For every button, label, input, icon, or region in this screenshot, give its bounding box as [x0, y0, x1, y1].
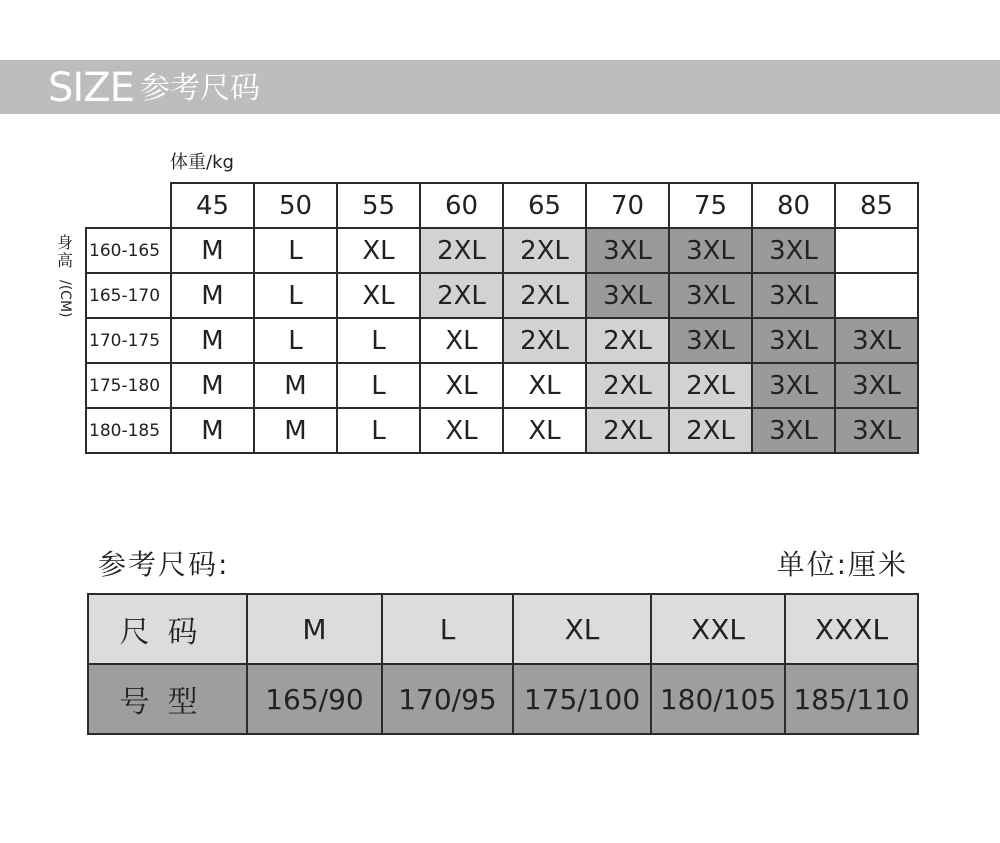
- size-value-cell: 3XL: [752, 273, 835, 318]
- size-cell: XL: [513, 594, 651, 664]
- size-value-cell: M: [171, 318, 254, 363]
- height-row: [86, 408, 918, 453]
- size-value-cell: XL: [420, 363, 503, 408]
- size-value-cell: 2XL: [669, 408, 752, 453]
- size-row-label: 尺码: [88, 594, 247, 664]
- size-value-cell: 3XL: [835, 363, 918, 408]
- size-value-cell: 2XL: [503, 273, 586, 318]
- size-value-cell: 3XL: [669, 318, 752, 363]
- size-cell: XXXL: [785, 594, 918, 664]
- size-value-cell: 2XL: [669, 363, 752, 408]
- size-value-cell: L: [337, 408, 420, 453]
- weight-header: 75: [669, 183, 752, 228]
- size-value-cell: 2XL: [586, 408, 669, 453]
- corner-cell: [86, 183, 171, 228]
- size-value-cell: M: [254, 363, 337, 408]
- size-value-cell: 2XL: [420, 228, 503, 273]
- size-value-cell: 3XL: [835, 318, 918, 363]
- type-cell: 170/95: [382, 664, 513, 734]
- height-row: [86, 318, 918, 363]
- size-cell: M: [247, 594, 382, 664]
- type-cell: 165/90: [247, 664, 382, 734]
- height-range-label: 180-185: [86, 408, 171, 453]
- height-range-label: 165-170: [86, 273, 171, 318]
- size-value-cell: L: [254, 273, 337, 318]
- weight-header: 50: [254, 183, 337, 228]
- weight-axis-label: 体重/kg: [170, 152, 234, 173]
- size-value-cell: XL: [337, 228, 420, 273]
- type-cell: 175/100: [513, 664, 651, 734]
- height-range-label: 160-165: [86, 228, 171, 273]
- size-value-cell: 3XL: [752, 363, 835, 408]
- size-value-cell: 3XL: [586, 273, 669, 318]
- size-value-cell: 3XL: [835, 408, 918, 453]
- height-row: [86, 228, 918, 273]
- weight-header: 55: [337, 183, 420, 228]
- reference-title: 参考尺码:: [98, 548, 230, 581]
- type-row-label: 号型: [88, 664, 247, 734]
- size-value-cell: XL: [420, 408, 503, 453]
- size-value-cell: M: [171, 408, 254, 453]
- size-value-cell: 3XL: [586, 228, 669, 273]
- size-value-cell: M: [171, 228, 254, 273]
- size-value-cell: L: [254, 228, 337, 273]
- size-value-cell: L: [337, 318, 420, 363]
- size-value-cell: XL: [503, 408, 586, 453]
- weight-header: 45: [171, 183, 254, 228]
- size-cell: L: [382, 594, 513, 664]
- type-row: [88, 664, 918, 734]
- size-cell: XXL: [651, 594, 785, 664]
- banner-size-text: SIZE: [48, 65, 134, 111]
- reference-table: [87, 593, 919, 735]
- size-value-cell: 3XL: [752, 408, 835, 453]
- size-value-cell: M: [171, 273, 254, 318]
- height-axis-label: [56, 233, 74, 318]
- size-value-cell: XL: [503, 363, 586, 408]
- height-row: [86, 273, 918, 318]
- title-banner: [0, 60, 1000, 114]
- height-range-label: 170-175: [86, 318, 171, 363]
- height-range-label: 175-180: [86, 363, 171, 408]
- size-value-cell: [835, 273, 918, 318]
- size-value-cell: XL: [420, 318, 503, 363]
- size-value-cell: 3XL: [669, 228, 752, 273]
- weight-header: 70: [586, 183, 669, 228]
- height-axis-unit: /(CM): [57, 280, 73, 318]
- weight-header: 80: [752, 183, 835, 228]
- weight-header: 60: [420, 183, 503, 228]
- weight-header-row: [86, 183, 918, 228]
- size-value-cell: L: [254, 318, 337, 363]
- unit-label: 单位:厘米: [776, 548, 908, 581]
- size-value-cell: 2XL: [586, 363, 669, 408]
- size-value-cell: M: [171, 363, 254, 408]
- type-cell: 180/105: [651, 664, 785, 734]
- size-value-cell: L: [337, 363, 420, 408]
- height-row: [86, 363, 918, 408]
- size-value-cell: 3XL: [752, 228, 835, 273]
- type-cell: 185/110: [785, 664, 918, 734]
- size-value-cell: XL: [337, 273, 420, 318]
- size-value-cell: 2XL: [420, 273, 503, 318]
- size-value-cell: 2XL: [503, 228, 586, 273]
- size-value-cell: 2XL: [503, 318, 586, 363]
- size-chart-body: [86, 228, 918, 453]
- size-value-cell: 3XL: [669, 273, 752, 318]
- banner-title: 参考尺码: [140, 71, 260, 106]
- size-value-cell: M: [254, 408, 337, 453]
- size-row: [88, 594, 918, 664]
- size-value-cell: 2XL: [586, 318, 669, 363]
- weight-header: 65: [503, 183, 586, 228]
- size-value-cell: [835, 228, 918, 273]
- size-chart-table: [85, 182, 919, 454]
- size-value-cell: 3XL: [752, 318, 835, 363]
- height-axis-text: 身高: [56, 233, 73, 270]
- weight-header: 85: [835, 183, 918, 228]
